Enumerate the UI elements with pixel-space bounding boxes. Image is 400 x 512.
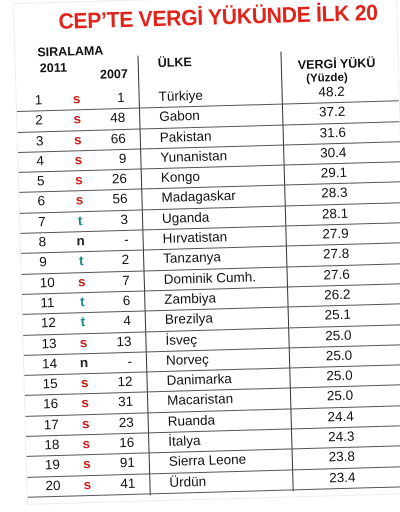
rank-2007: 13	[116, 333, 132, 349]
header-ranking: SIRALAMA	[37, 43, 104, 60]
header-2011: 2011	[39, 60, 68, 76]
tax-burden-value: 28.1	[321, 205, 349, 222]
rank-2007: 26	[111, 171, 128, 187]
country-name: Madagaskar	[161, 188, 236, 206]
rank-2007: 91	[119, 455, 136, 471]
article-clipping	[14, 0, 400, 504]
tax-burden-value: 25.0	[325, 327, 352, 343]
country-name: Pakistan	[159, 128, 212, 145]
header-tax-burden: VERGİ YÜKÜ	[297, 55, 376, 73]
rank-2007: 31	[117, 394, 134, 410]
tax-burden-value: 37.2	[318, 104, 346, 120]
tax-burden-value: 30.4	[319, 144, 347, 161]
rank-2011: 17	[43, 416, 59, 433]
tax-burden-value: 27.6	[323, 266, 351, 283]
trend-icon: t	[77, 212, 83, 229]
rank-2007: 1	[116, 89, 125, 106]
country-name: Tanzanya	[162, 249, 222, 267]
tax-burden-value: 48.2	[318, 83, 345, 100]
rank-2011: 10	[39, 274, 56, 291]
trend-icon: s	[73, 111, 82, 127]
rank-2011: 14	[41, 355, 58, 372]
tax-burden-value: 23.4	[328, 469, 356, 486]
trend-icon: t	[78, 253, 84, 269]
country-name: Macaristan	[166, 391, 234, 409]
rank-2011: 7	[37, 213, 46, 230]
page-title: CEP’TE VERGİ YÜKÜNDE İLK 20	[58, 0, 378, 34]
rank-2011: 1	[34, 92, 43, 108]
rank-2011: 13	[41, 335, 57, 351]
tax-burden-value: 27.8	[322, 246, 350, 262]
rank-2011: 4	[36, 153, 45, 169]
rank-2011: 20	[45, 477, 61, 493]
trend-icon: s	[82, 456, 91, 472]
trend-icon: t	[80, 314, 86, 330]
rank-2007: 16	[119, 434, 135, 451]
rank-2007: 66	[110, 130, 126, 146]
trend-icon: s	[83, 476, 92, 492]
country-name: Dominik Cumh.	[163, 269, 257, 287]
trend-icon: s	[74, 172, 83, 188]
tax-burden-value: 23.8	[328, 449, 356, 465]
tax-burden-value: 24.4	[327, 408, 354, 425]
tax-burden-value: 25.0	[325, 347, 353, 364]
rank-2007: 56	[112, 191, 128, 207]
rank-2007: 2	[121, 252, 130, 268]
country-name: İsveç	[165, 331, 198, 348]
tax-burden-value: 31.6	[319, 124, 347, 141]
header-percent: (Yüzde)	[306, 71, 348, 85]
header-2007: 2007	[99, 66, 129, 82]
country-name: Brezilya	[164, 310, 214, 328]
rank-2011: 19	[44, 457, 61, 473]
country-name: Ruanda	[167, 412, 216, 429]
trend-icon: s	[81, 415, 90, 432]
rank-2007: 3	[120, 211, 129, 227]
trend-icon: s	[74, 152, 83, 168]
rank-2011: 12	[40, 315, 57, 331]
tax-burden-value: 25.1	[324, 306, 352, 323]
tax-burden-value: 27.9	[322, 225, 349, 242]
trend-icon: s	[75, 192, 84, 208]
trend-icon: s	[81, 395, 90, 411]
rank-2007: 6	[122, 292, 131, 309]
trend-icon: s	[77, 273, 86, 289]
rank-2011: 3	[35, 132, 44, 149]
country-name: Kongo	[160, 169, 201, 186]
tax-burden-value: 24.3	[327, 428, 355, 445]
country-name: Ürdün	[169, 473, 207, 490]
trend-icon: n	[76, 233, 85, 249]
tax-burden-value: 25.0	[326, 367, 353, 384]
country-name: Hırvatistan	[162, 229, 228, 247]
rank-2007: 9	[118, 150, 127, 167]
country-name: Zambiya	[164, 290, 217, 307]
country-name: Danimarka	[166, 371, 233, 389]
trend-icon: s	[73, 131, 82, 147]
country-name: Gabon	[158, 108, 200, 125]
header-country: ÜLKE	[157, 55, 192, 71]
rank-2007: 23	[118, 414, 134, 430]
trend-icon: s	[79, 334, 88, 350]
tax-burden-value: 29.1	[320, 164, 348, 181]
tax-burden-value: 26.2	[323, 286, 351, 303]
rank-2011: 18	[44, 436, 60, 453]
rank-2007: 12	[117, 373, 133, 390]
country-name: Uganda	[161, 209, 210, 226]
rank-2011: 16	[42, 396, 59, 412]
country-name: Sierra Leone	[168, 452, 247, 470]
rank-2007: 48	[109, 110, 126, 126]
trend-icon: s	[80, 375, 89, 391]
rank-2011: 5	[36, 173, 45, 189]
country-name: Yunanistan	[160, 148, 228, 165]
trend-icon: s	[72, 91, 81, 107]
rank-2007: -	[123, 231, 129, 248]
rank-2011: 9	[39, 254, 47, 270]
rank-2007: 7	[122, 272, 130, 288]
country-name: Türkiye	[158, 87, 204, 104]
rank-2011: 2	[35, 112, 43, 128]
tax-burden-value: 25.0	[326, 388, 354, 404]
trend-icon: t	[79, 294, 85, 310]
trend-icon: s	[82, 436, 91, 452]
tax-burden-value: 28.3	[321, 185, 348, 201]
rank-2011: 11	[40, 294, 55, 311]
rank-2007: -	[127, 353, 133, 369]
rank-2011: 15	[42, 376, 58, 392]
rank-2011: 8	[38, 234, 47, 250]
rank-2011: 6	[37, 193, 46, 209]
tax-table	[16, 81, 400, 497]
trend-icon: n	[79, 354, 89, 371]
country-name: Norveç	[165, 351, 209, 368]
rank-2007: 4	[123, 313, 132, 329]
rank-2007: 41	[120, 475, 136, 491]
country-name: İtalya	[168, 433, 201, 449]
